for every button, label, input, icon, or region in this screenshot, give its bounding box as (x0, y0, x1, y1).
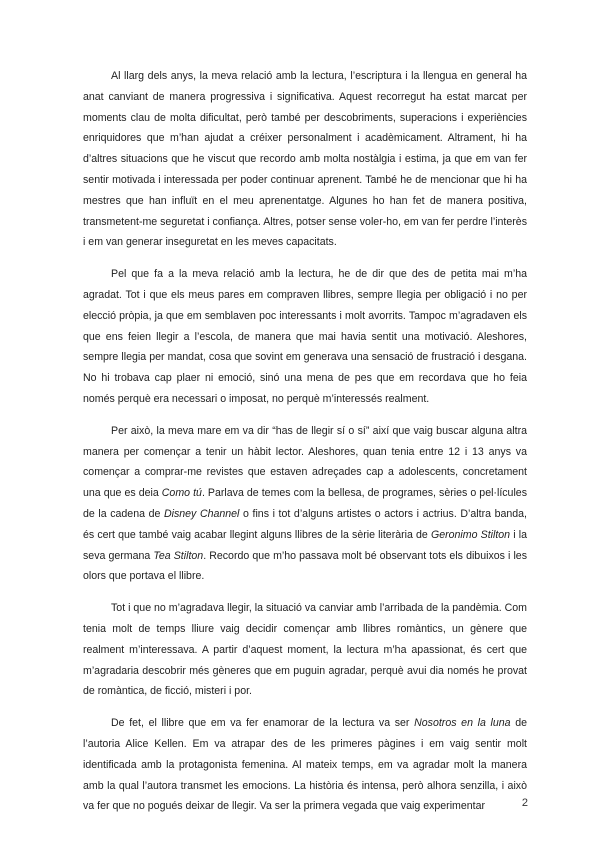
page-number: 2 (521, 797, 528, 809)
paragraph-1 (83, 66, 527, 253)
paragraph-text: De fet, el llibre que em va fer enamorar de la lectura va ser (111, 717, 415, 730)
italic-title: Tea Stilton (153, 549, 204, 562)
paragraph-text: i la seva germana (83, 528, 527, 562)
body-text (83, 66, 527, 828)
paragraph-2 (83, 264, 527, 410)
paragraph-text: Per això, la meva mare em va dir “has de llegir sí o sí” així que vaig buscar alguna altra manera per començar a tenir un hàbit lector. Aleshores, quan tenia entre 12 i 13 anys va començar a comprar-me revistes que estaven adreçades cap a adolescents, concretament una que es deia (83, 424, 527, 500)
paragraph-text: de l’autoria Alice Kellen. Em va atrapar des de les primeres pàgines i em vaig sentir molt identificada amb la protagonista femenina. Al mateix temps, em va agradar molt la manera amb la qual l’autora transmet les emocions. La història és intensa, però alhora senzilla, i això va fer que no pogués deixar de llegir. Va ser la primera vegada que vaig experimentar (83, 717, 528, 813)
paragraph-text: o fins i tot d’alguns artistes o actors i actrius. D’altra banda, és cert que també vaig acabar llegint alguns llibres de la sèrie literària de (83, 507, 527, 541)
paragraph-text: . Parlava de temes com la bellesa, de programes, sèries o pel·lícules de la cadena de (83, 487, 527, 520)
italic-title: Nosotros en la luna (414, 717, 511, 730)
italic-title: Geronimo Stilton (430, 528, 511, 541)
paragraph-4 (83, 598, 527, 702)
paragraph-text: Tot i que no m’agradava llegir, la situació va canviar amb l’arribada de la pandèmia. Com tenia molt de temps lliure vaig decidir començar amb llibres romàntics, un gènere que realment m’interessava. A partir d’aquest moment, la lectura m’ha apassionat, és cert que m’agradaria descobrir més gèneres que em puguin agradar, perquè avui dia només he provat de romàntica, de ficció, misteri i por. (83, 602, 527, 698)
italic-title: Disney Channel (163, 507, 240, 520)
paragraph-3 (83, 421, 527, 587)
italic-title: Como tú (161, 487, 202, 500)
paragraph-text: . Recordo que m’ho passava molt bé observant tots els dibuixos i les olors que portava el llibre. (83, 549, 528, 583)
paragraph-5 (83, 713, 527, 817)
paragraph-text: Pel que fa a la meva relació amb la lectura, he de dir que des de petita mai m’ha agradat. Tot i que els meus pares em compraven llibres, sempre llegia per obligació i no per elecció pròpia, ja que em semblaven poc interessants i molt avorrits. Tampoc m’agradaven els que ens feien llegir a l’escola, de manera que mai havia sentit una motivació. Aleshores, sempre llegia per mandat, cosa que sovint em generava una sensació de frustració i desgana. No hi trobava cap plaer ni emoció, sinó una mena de pes que em recordava que ho feia només perquè era necessari o imposat, no perquè m’interessés realment. (83, 268, 527, 405)
paragraph-text: Al llarg dels anys, la meva relació amb la lectura, l’escriptura i la llengua en general ha anat canviant de manera progressiva i significativa. Aquest recorregut ha estat marcat per moments clau de molta dificultat, però també per descobriments, superacions i experiències enriquidores que m’han ajudat a créixer personalment i acadèmicament. Altrament, hi ha d’altres situacions que he viscut que recordo amb molta nostàlgia i estima, ja que em van fer sentir motivada i interessada per poder continuar aprenent. També he de mencionar que hi ha mestres que han influït en el meu aprenentatge. Algunes ho han fet de manera positiva, transmetent-me seguretat i confiança. Altres, potser sense voler-ho, em van fer perdre l’interès i em van generar inseguretat en les meves capacitats. (83, 70, 527, 249)
